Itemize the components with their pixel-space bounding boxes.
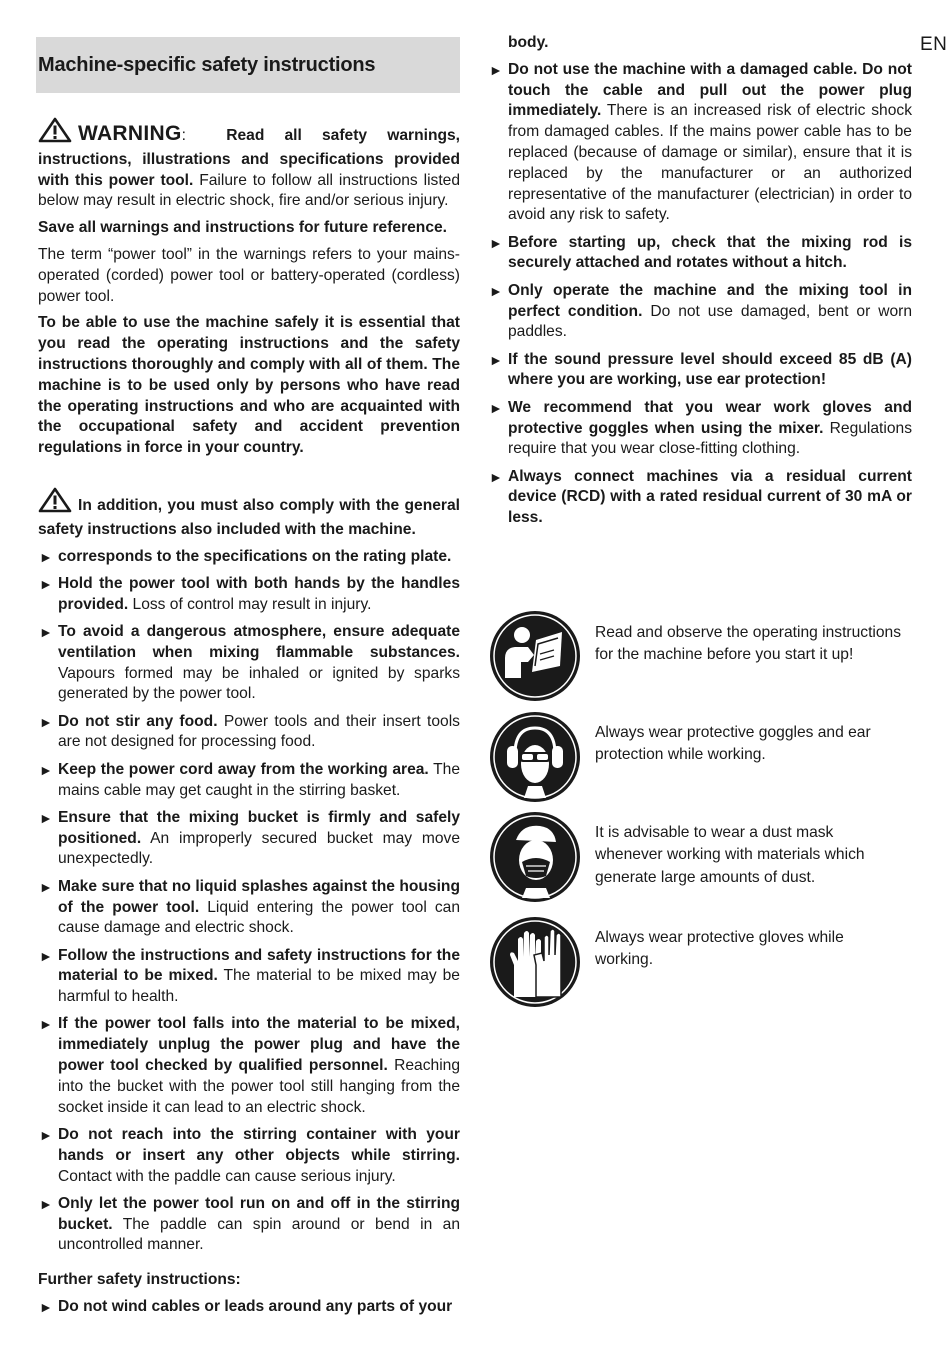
safety-sign-text: It is advisable to wear a dust mask whenever working with materials which generate large amounts of dust. bbox=[595, 824, 865, 886]
gloves-icon bbox=[488, 915, 582, 1009]
warning-triangle-icon bbox=[38, 117, 72, 150]
safety-sign-text: Always wear protective gloves while working. bbox=[595, 929, 844, 969]
warning-bold-text: Read all safety warnings, instructions, illustrations and specifications provided with this power tool. bbox=[38, 127, 460, 189]
arrow-bullet-icon: ► bbox=[39, 575, 53, 592]
warning-label: WARNING bbox=[78, 122, 182, 145]
arrow-bullet-icon: ► bbox=[489, 282, 503, 299]
list-item: ► Make sure that no liquid splashes against the housing of the power tool. Liquid entering the power tool can cause damage and electric shock. bbox=[39, 877, 460, 937]
arrow-bullet-icon: ► bbox=[39, 809, 53, 826]
arrow-bullet-icon: ► bbox=[39, 713, 53, 730]
list-item: ► To avoid a dangerous atmosphere, ensure adequate ventilation when mixing flammable substances. Vapours formed may be inhaled or ignited by sparks generated by the power tool. bbox=[39, 622, 460, 703]
section-header bbox=[36, 37, 460, 93]
list-item: ► Keep the power cord away from the working area. The mains cable may get caught in the stirring basket. bbox=[39, 760, 461, 799]
further-instructions-heading: Further safety instructions: bbox=[38, 1271, 241, 1289]
right-column bbox=[488, 33, 912, 536]
arrow-bullet-icon: ► bbox=[39, 761, 53, 778]
further-bullet-list bbox=[38, 1297, 460, 1318]
arrow-bullet-icon: ► bbox=[39, 1016, 53, 1033]
addition-paragraph bbox=[38, 487, 460, 541]
safe-use-text: To be able to use the machine safely it is essential that you read the operating instructions and the safety instructions thoroughly and comply with all of them. The machine is to be used only by persons who have read the operating instructions and who are acquainted with the occupational safety and accident prevention regulations in force in your country. bbox=[38, 314, 460, 457]
list-item: ► Only let the power tool run on and off in the stirring bucket. The paddle can spin around or bend in an uncontrolled manner. bbox=[39, 1194, 460, 1254]
dust-mask-icon bbox=[488, 810, 582, 904]
arrow-bullet-icon: ► bbox=[39, 623, 53, 640]
arrow-bullet-icon: ► bbox=[489, 399, 503, 416]
list-item: ► Only operate the machine and the mixing tool in perfect condition. Do not use damaged, bent or worn paddles. bbox=[489, 281, 913, 341]
term-definition-text: The term “power tool” in the warnings refers to your mains-operated (corded) power tool or battery-operated (cordless) power tool. bbox=[38, 245, 460, 305]
arrow-bullet-icon: ► bbox=[39, 878, 53, 895]
arrow-bullet-icon: ► bbox=[39, 548, 53, 565]
save-instructions-text: Save all warnings and instructions for future reference. bbox=[38, 219, 448, 237]
section-title: Machine-specific safety instructions bbox=[38, 53, 376, 76]
arrow-bullet-icon: ► bbox=[39, 1126, 53, 1143]
warning-colon: : bbox=[181, 127, 186, 144]
list-item: ► Hold the power tool with both hands by the handles provided. Loss of control may result in injury. bbox=[39, 574, 460, 613]
list-item: ► Always connect machines via a residual current device (RCD) with a rated residual current of 30 mA or less. bbox=[489, 467, 912, 527]
list-item: ► Before starting up, check that the mixing rod is securely attached and rotates without a hitch. bbox=[489, 233, 912, 272]
list-item: ► Do not reach into the stirring container with your hands or insert any other objects while stirring. Contact with the paddle can cause serious injury. bbox=[39, 1125, 460, 1185]
addition-text: In addition, you must also comply with the general safety instructions also included with the machine. bbox=[38, 496, 460, 538]
arrow-bullet-icon: ► bbox=[489, 351, 503, 368]
arrow-bullet-icon: ► bbox=[39, 947, 53, 964]
continuation-text: body. bbox=[508, 34, 549, 51]
list-item: ► Do not use the machine with a damaged cable. Do not touch the cable and pull out the power plug immediately. There is an increased risk of electric shock from damaged cables. If the mains power cable has to be replaced (because of damage or similar), ensure that it is replaced by the manufacturer or an authorized representative of the manufacturer (electrician) in order to avoid any risk to safety. bbox=[489, 60, 912, 224]
list-item: ► If the sound pressure level should exceed 85 dB (A) where you are working, use ear protection! bbox=[489, 350, 912, 389]
arrow-bullet-icon: ► bbox=[489, 468, 503, 485]
arrow-bullet-icon: ► bbox=[39, 1299, 53, 1316]
arrow-bullet-icon: ► bbox=[489, 61, 503, 78]
safety-sign-text: Always wear protective goggles and ear protection while working. bbox=[595, 724, 871, 764]
right-bullet-list bbox=[488, 60, 912, 529]
arrow-bullet-icon: ► bbox=[39, 1195, 53, 1212]
list-item: ► We recommend that you wear work gloves and protective goggles when using the mixer. Regulations require that you wear close-fitting clothing. bbox=[489, 398, 912, 458]
arrow-bullet-icon: ► bbox=[489, 234, 503, 251]
safety-sign-text: Read and observe the operating instructions for the machine before you start it up! bbox=[595, 624, 902, 664]
warning-normal-text: Failure to follow all instructions listed below may result in electric shock, fire and/or serious injury. bbox=[38, 171, 461, 210]
list-item: ► Follow the instructions and safety instructions for the material to be mixed. The material to be mixed may be harmful to health. bbox=[39, 946, 460, 1006]
language-tag: EN bbox=[920, 34, 948, 55]
warning-triangle-icon bbox=[38, 487, 72, 520]
read-manual-icon bbox=[488, 610, 582, 704]
list-item: ► Do not stir any food. Power tools and their insert tools are not designed for processing food. bbox=[39, 712, 460, 751]
warning-paragraph bbox=[38, 117, 460, 212]
left-bullet-list bbox=[38, 547, 460, 1257]
goggles-ear-protection-icon bbox=[488, 710, 582, 804]
list-item: ► Ensure that the mixing bucket is firmly and safely positioned. An improperly secured bucket may move unexpectedly. bbox=[39, 808, 460, 868]
list-item: ► If the power tool falls into the material to be mixed, immediately unplug the power plug and have the power tool checked by qualified personnel. Reaching into the bucket with the power tool still hanging from the socket inside it can lead to an electric shock. bbox=[39, 1015, 461, 1116]
left-column bbox=[38, 37, 460, 1324]
list-item: ► corresponds to the specifications on the rating plate. bbox=[38, 547, 460, 568]
list-item: ► Do not wind cables or leads around any parts of your bbox=[38, 1297, 460, 1318]
